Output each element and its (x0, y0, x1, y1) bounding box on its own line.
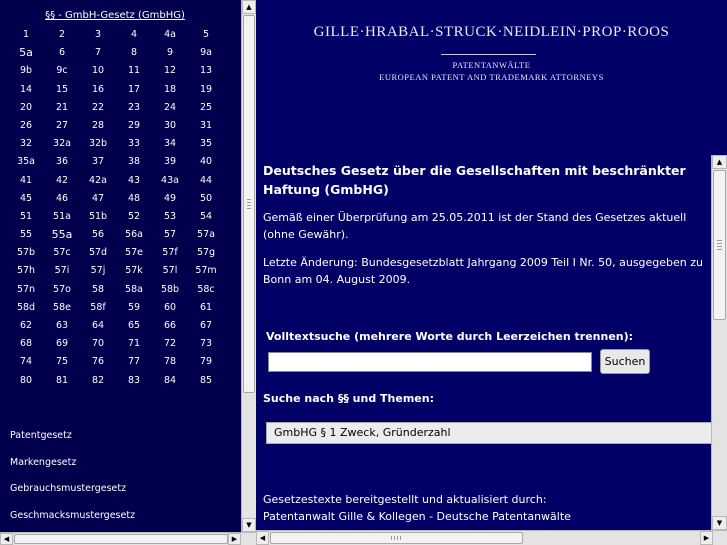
paragraph-link[interactable]: 17 (127, 83, 141, 95)
arrow-down-icon[interactable]: ▼ (712, 516, 727, 530)
paragraph-link[interactable]: 18 (163, 83, 177, 95)
paragraph-link[interactable]: 57b (16, 247, 36, 259)
paragraph-link[interactable]: 57k (125, 265, 143, 277)
paragraph-link[interactable]: 76 (91, 356, 105, 368)
left-hscroll-thumb[interactable] (14, 534, 228, 544)
paragraph-link[interactable]: 84 (163, 374, 177, 386)
paragraph-link[interactable]: 42 (55, 174, 69, 186)
law-link[interactable]: Gebrauchsmustergesetz (10, 483, 127, 494)
paragraph-link[interactable]: 2 (58, 29, 66, 40)
paragraph-link[interactable]: 29 (127, 119, 141, 131)
law-content-frame (256, 155, 711, 530)
paragraph-link[interactable]: 57j (90, 265, 106, 277)
firm-tagline: EUROPEAN PATENT AND TRADEMARK ATTORNEYS (379, 72, 604, 82)
paragraph-link[interactable]: 47 (91, 192, 105, 204)
provided-by-line: Gesetzestexte bereitgestellt und aktualisiert durch: (263, 493, 547, 506)
paragraph-link[interactable]: 10 (91, 65, 105, 77)
paragraph-link[interactable]: 58 (91, 283, 105, 295)
paragraph-link[interactable]: 5 (202, 29, 210, 40)
paragraph-link[interactable]: 75 (55, 356, 69, 368)
paragraph-link[interactable]: 21 (55, 101, 69, 113)
paragraph-link[interactable]: 7 (94, 47, 102, 59)
search-input[interactable] (268, 352, 592, 372)
firm-name: GILLE·HRABAL·STRUCK·NEIDLEIN·PROP·ROOS (313, 24, 670, 40)
provider-name[interactable]: Patentanwalt Gille & Kollegen - Deutsche Patentanwälte (263, 510, 571, 523)
paragraph-link[interactable]: 23 (127, 101, 141, 113)
paragraph-link[interactable]: 85 (199, 374, 213, 386)
paragraph-link[interactable]: 9c (56, 65, 68, 77)
firm-header (256, 0, 727, 155)
paragraph-grid (8, 26, 224, 390)
paragraph-link[interactable]: 63 (55, 320, 69, 331)
law-link[interactable]: Markengesetz (10, 456, 77, 468)
paragraph-link[interactable]: 43 (127, 174, 141, 186)
paragraph-link[interactable]: 68 (19, 338, 33, 350)
last-change-text: Letzte Änderung: Bundesgesetzblatt Jahrgang 2009 Teil I Nr. 50, ausgegeben zu Bonn am 04. August 2009. (263, 256, 704, 286)
header-divider (441, 54, 536, 55)
paragraph-link[interactable]: 57e (125, 247, 143, 259)
paragraph-link[interactable]: 78 (163, 356, 177, 368)
paragraph-link[interactable]: 57f (162, 247, 178, 259)
paragraph-link[interactable]: 70 (91, 338, 105, 350)
paragraph-link[interactable]: 59 (127, 301, 141, 313)
content-frame-hscrollbar[interactable] (256, 530, 727, 545)
paragraph-link[interactable]: 11 (127, 65, 141, 77)
paragraph-link[interactable]: 73 (199, 338, 213, 350)
paragraph-link[interactable]: 3 (94, 29, 102, 40)
paragraph-link[interactable]: 57o (53, 283, 71, 295)
paragraph-link[interactable]: 5a (19, 46, 33, 60)
content-scrollbar-thumb[interactable] (713, 170, 726, 320)
paragraph-link[interactable]: 41 (19, 174, 33, 186)
paragraph-link[interactable]: 58d (16, 301, 36, 313)
paragraph-link[interactable]: 54 (199, 210, 213, 222)
paragraph-link[interactable]: 8 (130, 47, 138, 59)
paragraph-link[interactable]: 35a (17, 156, 35, 168)
paragraph-link[interactable]: 72 (163, 338, 177, 350)
firm-subtitle: PATENTANWÄLTE (452, 60, 531, 70)
paragraph-link[interactable]: 30 (163, 119, 177, 131)
left-frame-scrollbar[interactable] (241, 0, 256, 532)
topic-select[interactable]: GmbHG § 1 Zweck, Gründerzahl (266, 422, 711, 444)
paragraph-link[interactable]: 57d (88, 247, 108, 259)
content-frame-scrollbar[interactable] (711, 155, 727, 530)
paragraph-link[interactable]: 79 (199, 356, 213, 368)
paragraph-link[interactable]: 77 (127, 356, 141, 368)
paragraph-link[interactable]: 55a (51, 228, 73, 242)
paragraph-link[interactable]: 58a (125, 283, 143, 295)
paragraph-link[interactable]: 57a (197, 229, 215, 241)
arrow-left-icon[interactable]: ◀ (0, 533, 13, 545)
paragraph-link[interactable]: 15 (55, 83, 69, 95)
paragraph-link[interactable]: 14 (19, 83, 33, 95)
paragraph-link[interactable]: 13 (199, 65, 213, 77)
paragraph-link[interactable]: 42a (89, 174, 107, 186)
paragraph-link[interactable]: 43a (161, 174, 179, 186)
content-hscroll-thumb[interactable] (270, 532, 523, 544)
topic-search-label: Suche nach §§ und Themen: (263, 392, 434, 405)
paragraph-link[interactable]: 25 (199, 101, 213, 113)
paragraph-link[interactable]: 66 (163, 320, 177, 331)
paragraph-link[interactable]: 56 (91, 229, 105, 241)
paragraph-link[interactable]: 9a (200, 47, 212, 59)
paragraph-link[interactable]: 19 (199, 83, 213, 95)
paragraph-link[interactable]: 65 (127, 320, 141, 331)
provided-by-text (263, 491, 571, 525)
paragraph-link[interactable]: 57c (53, 247, 71, 259)
paragraph-link[interactable]: 58b (160, 283, 180, 295)
paragraph-link[interactable]: 57 (163, 229, 177, 241)
paragraph-link[interactable]: 80 (19, 374, 33, 386)
left-frame-hscrollbar[interactable] (0, 532, 256, 545)
paragraph-link[interactable]: 62 (19, 320, 33, 331)
paragraph-link[interactable]: 49 (163, 192, 177, 204)
paragraph-link[interactable]: 32b (88, 138, 108, 150)
paragraph-link[interactable]: 71 (127, 338, 141, 350)
paragraph-link[interactable]: 44 (199, 174, 213, 186)
paragraph-link[interactable]: 1 (22, 29, 30, 40)
paragraph-link[interactable]: 56a (125, 229, 143, 241)
paragraph-link[interactable]: 55 (19, 229, 33, 241)
paragraph-link[interactable]: 32 (19, 138, 33, 150)
paragraph-link[interactable]: 22 (91, 101, 105, 113)
paragraph-link[interactable]: 58f (90, 301, 106, 313)
paragraph-link[interactable]: 64 (91, 320, 105, 331)
paragraph-link[interactable]: 69 (55, 338, 69, 350)
page-title: Deutsches Gesetz über die Gesellschaften mit beschränkter Haftung (GmbHG) (263, 163, 686, 197)
law-list (10, 428, 235, 545)
paragraph-link[interactable]: 39 (163, 156, 177, 168)
paragraph-link[interactable]: 33 (127, 138, 141, 150)
paragraph-link[interactable]: 32a (53, 138, 71, 150)
paragraph-link[interactable]: 52 (127, 210, 141, 222)
paragraph-link[interactable]: 82 (91, 374, 105, 386)
paragraph-link[interactable]: 34 (163, 138, 177, 150)
arrow-down-icon[interactable]: ▼ (242, 518, 256, 532)
paragraph-link[interactable]: 50 (199, 192, 213, 204)
paragraph-link[interactable]: 4a (164, 29, 176, 40)
law-link[interactable]: Geschmacksmustergesetz (10, 509, 136, 521)
paragraph-link[interactable]: 6 (58, 47, 66, 59)
paragraph-link[interactable]: 58c (197, 283, 215, 295)
fulltext-search-label: Volltextsuche (mehrere Worte durch Leerzeichen trennen): (266, 330, 634, 343)
paragraph-link[interactable]: 37 (91, 156, 105, 168)
review-status-text: Gemäß einer Überprüfung am 25.05.2011 ist der Stand des Gesetzes aktuell (ohne Gewähr). (263, 211, 687, 241)
search-button[interactable]: Suchen (600, 349, 650, 374)
arrow-up-icon[interactable]: ▲ (242, 0, 256, 14)
paragraph-link[interactable]: 27 (55, 119, 69, 131)
paragraph-link[interactable]: 26 (19, 119, 33, 131)
arrow-right-icon[interactable]: ▶ (228, 533, 241, 545)
law-link[interactable]: Patentgesetz (10, 430, 72, 441)
paragraph-link[interactable]: 4 (130, 29, 138, 40)
law-index-title[interactable]: §§ - GmbH-Gesetz (GmbHG) (45, 10, 185, 21)
arrow-right-icon[interactable]: ▶ (700, 531, 713, 545)
paragraph-link[interactable]: 40 (199, 156, 213, 168)
paragraph-link[interactable]: 16 (91, 83, 105, 95)
paragraph-link[interactable]: 57l (162, 265, 178, 277)
paragraph-link[interactable]: 67 (199, 320, 213, 331)
paragraph-link[interactable]: 58e (53, 301, 71, 313)
paragraph-link[interactable]: 57n (16, 283, 36, 295)
paragraph-link[interactable]: 35 (199, 138, 213, 150)
paragraph-link[interactable]: 51b (88, 210, 108, 222)
paragraph-link[interactable]: 48 (127, 192, 141, 204)
paragraph-link[interactable]: 60 (163, 301, 177, 313)
paragraph-link[interactable]: 83 (127, 374, 141, 386)
left-scrollbar-thumb[interactable] (243, 15, 255, 393)
paragraph-link[interactable]: 57h (16, 265, 36, 277)
paragraph-link[interactable]: 31 (199, 119, 213, 131)
paragraph-link[interactable]: 9 (166, 47, 174, 59)
paragraph-link[interactable]: 36 (55, 156, 69, 168)
paragraph-link[interactable]: 9b (19, 65, 33, 77)
paragraph-link[interactable]: 45 (19, 192, 33, 204)
paragraph-link[interactable]: 38 (127, 156, 141, 168)
paragraph-link[interactable]: 57g (196, 247, 216, 259)
paragraph-link[interactable]: 57m (195, 265, 217, 277)
paragraph-link[interactable]: 51 (19, 210, 33, 222)
paragraph-link[interactable]: 57i (54, 265, 70, 277)
arrow-up-icon[interactable]: ▲ (712, 155, 727, 169)
paragraph-link[interactable]: 51a (53, 210, 71, 222)
paragraph-link[interactable]: 24 (163, 101, 177, 113)
paragraph-link[interactable]: 12 (163, 65, 177, 77)
paragraph-link[interactable]: 53 (163, 210, 177, 222)
paragraph-link[interactable]: 81 (55, 374, 69, 386)
paragraph-link[interactable]: 46 (55, 192, 69, 204)
paragraph-nav-frame (0, 0, 241, 545)
paragraph-link[interactable]: 20 (19, 101, 33, 113)
arrow-left-icon[interactable]: ◀ (256, 531, 269, 545)
paragraph-link[interactable]: 74 (19, 356, 33, 368)
paragraph-link[interactable]: 61 (199, 301, 213, 313)
paragraph-link[interactable]: 28 (91, 119, 105, 131)
